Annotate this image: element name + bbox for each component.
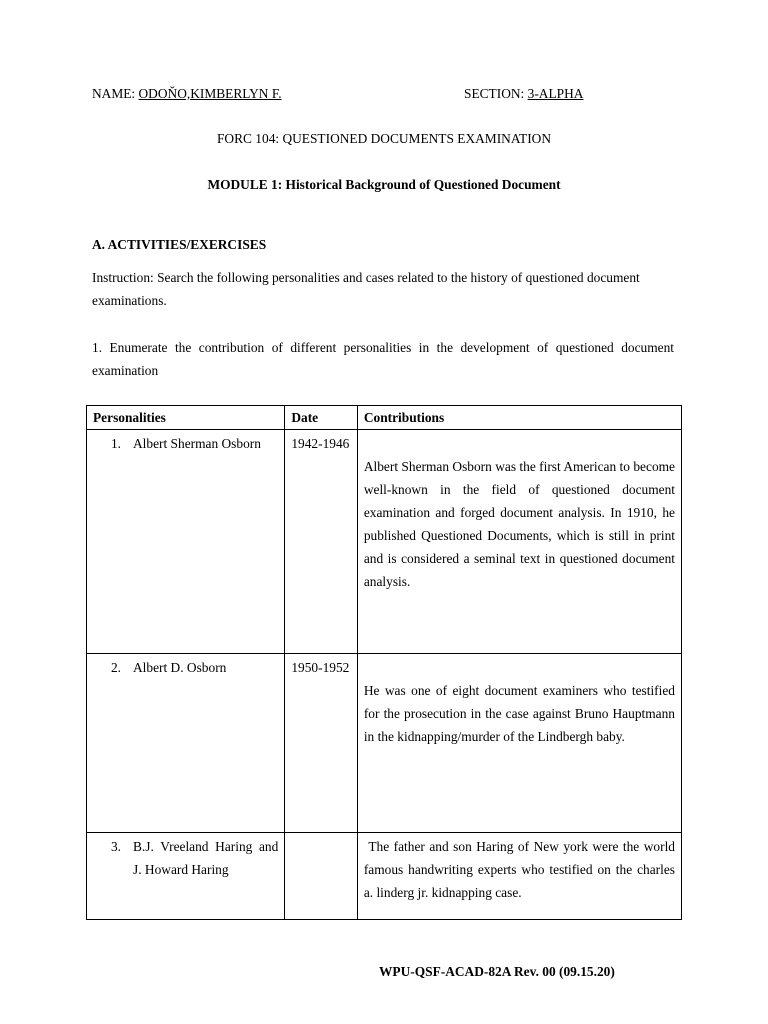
date-cell: 1950-1952	[285, 654, 358, 833]
personality-cell	[87, 430, 285, 654]
document-footer-code: WPU-QSF-ACAD-82A Rev. 00 (09.15.20)	[379, 964, 615, 979]
row-number: 1.	[110, 436, 121, 451]
name-line	[92, 86, 319, 102]
table-row	[87, 654, 682, 833]
personality-cell	[87, 654, 285, 833]
column-header: Date	[285, 406, 358, 430]
personality-name: Albert Sherman Osborn	[133, 436, 261, 451]
contribution-cell	[357, 654, 681, 833]
table-row	[87, 833, 682, 920]
section-line	[464, 86, 583, 102]
instruction-text: Instruction: Search the following personalities and cases related to the history of questioned document examinations.	[92, 270, 640, 308]
row-number: 3.	[110, 839, 121, 854]
personalities-table	[86, 405, 682, 920]
section-value: 3-ALPHA	[527, 86, 584, 101]
activities-heading: A. ACTIVITIES/EXERCISES	[92, 237, 267, 252]
name-value: ODOŇO,KIMBERLYN F.	[138, 86, 282, 101]
row-number: 2.	[110, 660, 121, 675]
section-label: SECTION:	[464, 86, 525, 101]
date-cell: 1942-1946	[285, 430, 358, 654]
contribution-cell	[357, 833, 681, 920]
table-header-row	[87, 406, 682, 430]
header-row	[92, 86, 612, 104]
column-header: Personalities	[87, 406, 285, 430]
module-title: MODULE 1: Historical Background of Questioned Document	[207, 177, 561, 192]
contribution-text: He was one of eight document examiners who testified for the prosecution in the case against Bruno Hauptmann in the kidnapping/murder of the Lindbergh baby.	[363, 683, 675, 744]
personality-cell	[87, 833, 285, 920]
column-header: Contributions	[357, 406, 681, 430]
contribution-text: Albert Sherman Osborn was the first American to become well-known in the field of questioned document examination and forged document analysis. In 1910, he published Questioned Documents, which is still in print and is considered a seminal text in questioned document analysis.	[363, 459, 675, 589]
table-row	[87, 430, 682, 654]
course-title: FORC 104: QUESTIONED DOCUMENTS EXAMINATION	[216, 131, 552, 146]
personality-name: B.J. Vreeland Haring and J. Howard Haring	[133, 839, 279, 877]
contribution-cell	[357, 430, 681, 654]
question-1: 1. Enumerate the contribution of different personalities in the development of questioned document examination	[92, 340, 674, 378]
personality-name: Albert D. Osborn	[133, 660, 227, 675]
date-cell	[285, 833, 358, 920]
name-label: NAME:	[92, 86, 136, 101]
contribution-text: The father and son Haring of New york were the world famous handwriting experts who testified on the charles a. linderg jr. kidnapping case.	[363, 839, 679, 900]
